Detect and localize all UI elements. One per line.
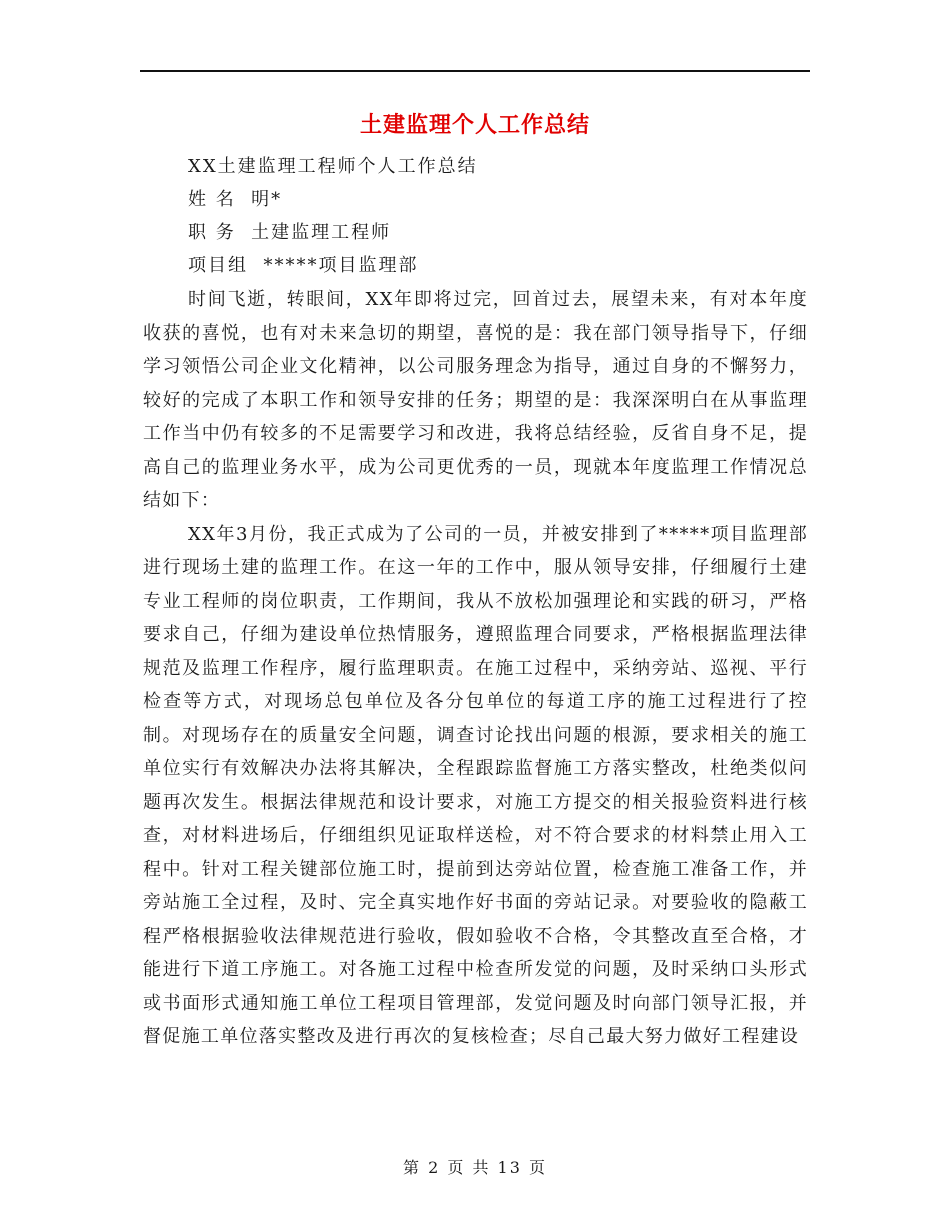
document-title: 土建监理个人工作总结 bbox=[359, 113, 590, 138]
name-line: 姓 名 明* bbox=[188, 189, 283, 210]
project-line: 项目组 *****项目监理部 bbox=[188, 255, 419, 276]
document-subtitle: XX土建监理工程师个人工作总结 bbox=[188, 156, 478, 177]
position-line: 职 务 土建监理工程师 bbox=[188, 222, 392, 243]
paragraph: XX年3月份，我正式成为了公司的一员，并被安排到了*****项目监理部进行现场土建的监理工作。在这一年的工作中，服从领导安排，仔细履行土建专业工程师的岗位职责，工作期间，我从不放松加强理论和实践的研习，严格要求自己，仔细为建设单位热情服务，遵照监理合同要求，严格根据监理法律规范及监理工作程序，履行监理职责。在施工过程中，采纳旁站、巡视、平行检查等方式，对现场总包单位及各分包单位的每道工序的施工过程进行了控制。对现场存在的质量安全问题，调查讨论找出问题的根源，要求相关的施工单位实行有效解决办法将其解决，全程跟踪监督施工方落实整改，杜绝类似问题再次发生。根据法律规范和设计要求，对施工方提交的相关报验资料进行核查，对材料进场后，仔细组织见证取样送检，对不符合要求的材料禁止用入工程中。针对工程关键部位施工时，提前到达旁站位置，检查施工准备工作，并旁站施工全过程，及时、完全真实地作好书面的旁站记录。对要验收的隐蔽工程严格根据验收法律规范进行验收，假如验收不合格，令其整改直至合格，才能进行下道工序施工。对各施工过程中检查所发觉的问题，及时采纳口头形式或书面形式通知施工单位工程项目管理部，发觉问题及时向部门领导汇报，并督促施工单位落实整改及进行再次的复核检查；尽自己最大努力做好工程建设 bbox=[143, 523, 808, 1047]
header-rule bbox=[140, 70, 810, 72]
paragraph: 时间飞逝，转眼间，XX年即将过完，回首过去，展望未来，有对本年度收获的喜悦，也有对未来急切的期望，喜悦的是：我在部门领导指导下，仔细学习领悟公司企业文化精神，以公司服务理念为指导，通过自身的不懈努力，较好的完成了本职工作和领导安排的任务；期望的是：我深深明白在从事监理工作当中仍有较多的不足需要学习和改进，我将总结经验，反省自身不足，提高自己的监理业务水平，成为公司更优秀的一员，现就本年度监理工作情况总结如下： bbox=[143, 289, 808, 511]
page-footer: 第 2 页 共 13 页 bbox=[403, 1158, 547, 1177]
body-text bbox=[143, 283, 808, 1054]
